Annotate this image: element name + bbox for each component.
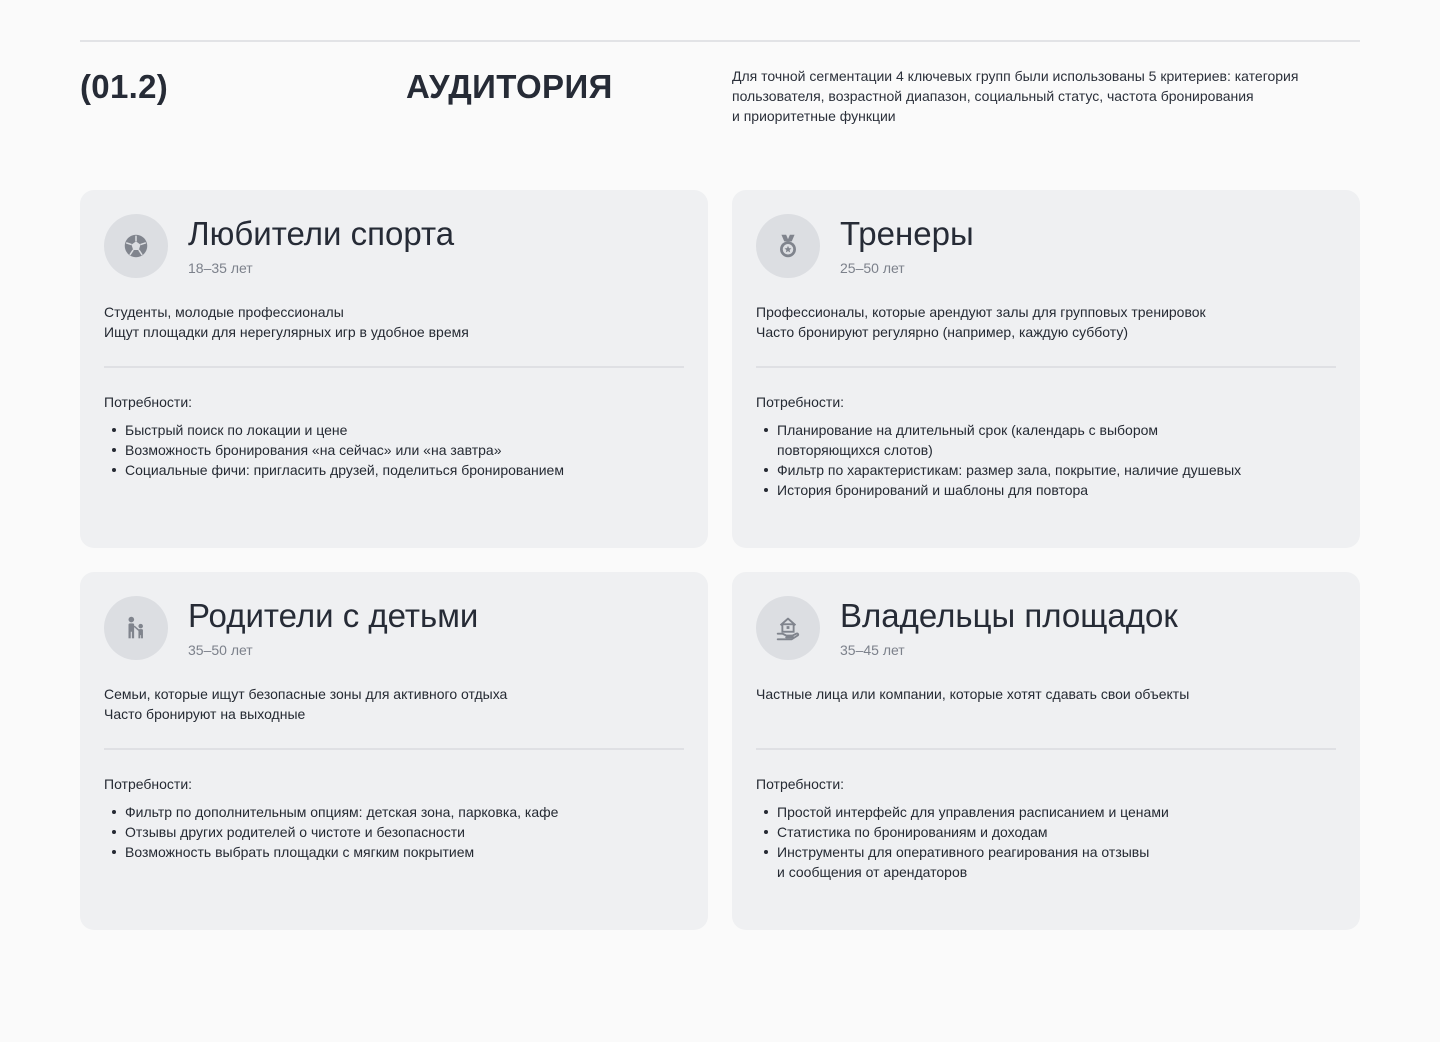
card-divider	[104, 748, 684, 750]
needs-item-text: Быстрый поиск по локации и цене	[125, 422, 348, 438]
needs-item-text: Социальные фичи: пригласить друзей, поделиться бронированием	[125, 462, 564, 478]
needs-item	[104, 460, 684, 480]
needs-item-text: Возможность выбрать площадки с мягким покрытием	[125, 844, 475, 860]
section-number: (01.2)	[80, 68, 169, 105]
needs-item	[756, 822, 1336, 842]
card-description	[756, 302, 1336, 342]
needs-item-text: Планирование на длительный срок (календарь с выбором	[777, 422, 1159, 438]
section-header	[80, 60, 1360, 140]
card-title: Родители с детьми	[188, 597, 479, 634]
card-description-line: Частные лица или компании, которые хотят сдавать свои объекты	[756, 686, 1190, 702]
soccer-ball-icon	[104, 214, 168, 278]
top-divider	[80, 40, 1360, 42]
needs-list	[756, 802, 1336, 882]
card-description-line: Семьи, которые ищут безопасные зоны для активного отдыха	[104, 686, 508, 702]
needs-item-text: Статистика по бронированиям и доходам	[777, 824, 1048, 840]
needs-item	[104, 420, 684, 440]
card-description	[104, 684, 684, 724]
card-divider	[756, 366, 1336, 368]
needs-item-text: Отзывы других родителей о чистоте и безопасности	[125, 824, 465, 840]
needs-item-text: Фильтр по дополнительным опциям: детская зона, парковка, кафе	[125, 804, 559, 820]
section-description	[732, 66, 1360, 126]
needs-label: Потребности:	[104, 394, 193, 410]
card-title: Любители спорта	[188, 215, 455, 252]
audience-card-coaches	[732, 190, 1360, 548]
card-title: Тренеры	[840, 215, 974, 252]
needs-item-text: Фильтр по характеристикам: размер зала, покрытие, наличие душевых	[777, 462, 1242, 478]
card-age-range: 35–50 лет	[188, 642, 253, 658]
card-description	[104, 302, 684, 342]
card-description-line: Часто бронируют на выходные	[104, 706, 306, 722]
needs-item	[756, 842, 1336, 882]
property-owner-icon	[756, 596, 820, 660]
card-age-range: 25–50 лет	[840, 260, 905, 276]
needs-item	[756, 480, 1336, 500]
needs-label: Потребности:	[104, 776, 193, 792]
card-divider	[104, 366, 684, 368]
card-divider	[756, 748, 1336, 750]
card-age-range: 18–35 лет	[188, 260, 253, 276]
needs-item-text: Возможность бронирования «на сейчас» или «на завтра»	[125, 442, 502, 458]
audience-card-sport-fans	[80, 190, 708, 548]
parent-child-icon	[104, 596, 168, 660]
card-title: Владельцы площадок	[840, 597, 1178, 634]
card-description-line: Студенты, молодые профессионалы	[104, 304, 344, 320]
needs-label: Потребности:	[756, 776, 845, 792]
section-description-line: Для точной сегментации 4 ключевых групп были использованы 5 критериев: категория	[732, 68, 1299, 84]
needs-list	[104, 802, 684, 862]
needs-item-text: Простой интерфейс для управления расписанием и ценами	[777, 804, 1169, 820]
card-description	[756, 684, 1336, 704]
audience-card-parents	[80, 572, 708, 930]
needs-item	[756, 460, 1336, 480]
card-description-line: Часто бронируют регулярно (например, каждую субботу)	[756, 324, 1129, 340]
needs-item	[104, 440, 684, 460]
medal-icon	[756, 214, 820, 278]
needs-item	[104, 822, 684, 842]
section-title: АУДИТОРИЯ	[406, 68, 613, 105]
needs-item	[104, 802, 684, 822]
card-age-range: 35–45 лет	[840, 642, 905, 658]
needs-item-text: и сообщения от арендаторов	[777, 864, 968, 880]
needs-label: Потребности:	[756, 394, 845, 410]
card-description-line: Ищут площадки для нерегулярных игр в удобное время	[104, 324, 469, 340]
needs-item	[756, 802, 1336, 822]
needs-list	[104, 420, 684, 480]
needs-item	[104, 842, 684, 862]
section-description-line: пользователя, возрастной диапазон, социальный статус, частота бронирования	[732, 88, 1254, 104]
needs-item	[756, 420, 1336, 460]
needs-list	[756, 420, 1336, 500]
needs-item-text: повторяющихся слотов)	[777, 442, 933, 458]
needs-item-text: История бронирований и шаблоны для повтора	[777, 482, 1089, 498]
audience-card-venue-owners	[732, 572, 1360, 930]
card-description-line: Профессионалы, которые арендуют залы для групповых тренировок	[756, 304, 1206, 320]
needs-item-text: Инструменты для оперативного реагирования на отзывы	[777, 844, 1150, 860]
section-description-line: и приоритетные функции	[732, 108, 896, 124]
